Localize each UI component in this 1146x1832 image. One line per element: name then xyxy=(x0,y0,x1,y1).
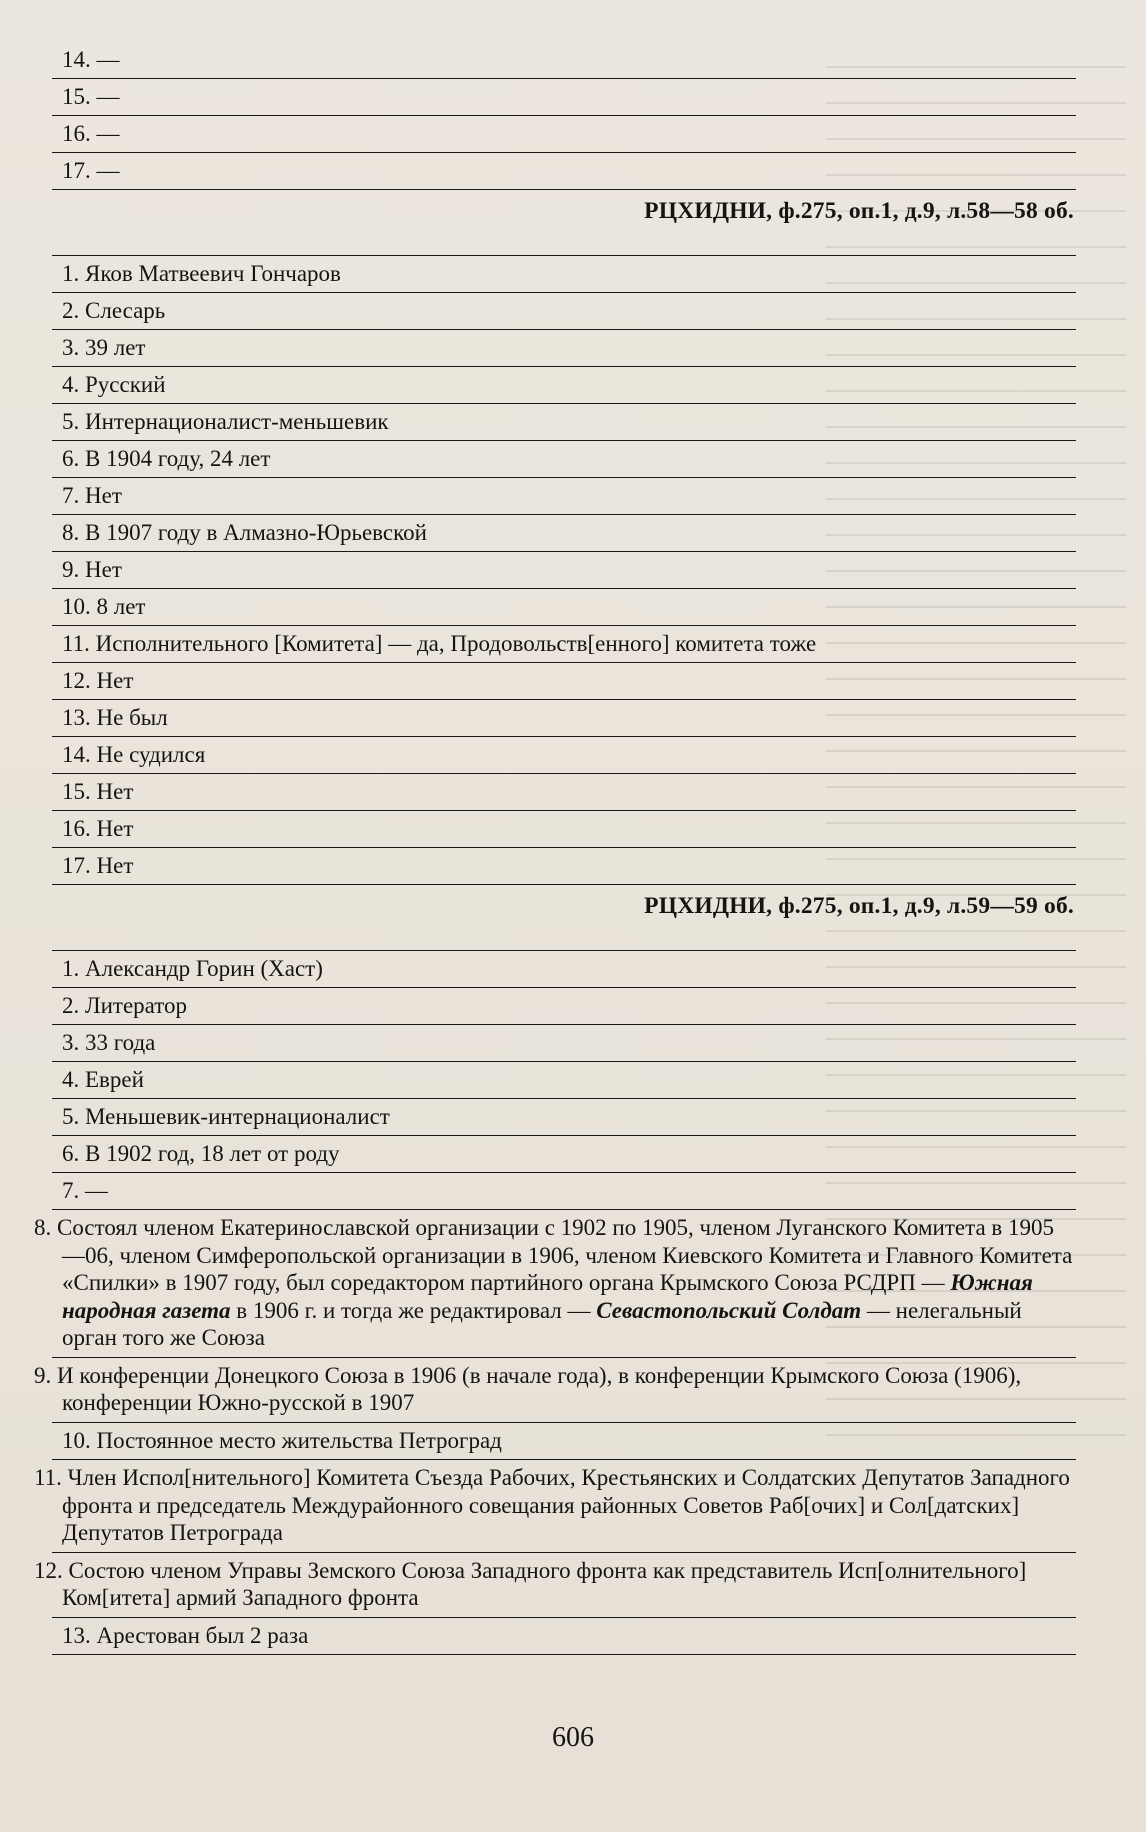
answer-row: 9. Нет xyxy=(52,552,1076,589)
answer-row: 11. Исполнительного [Комитета] — да, Продовольств[енного] комитета тоже xyxy=(52,626,1076,663)
answer-row: 1. Яков Матвеевич Гончаров xyxy=(52,255,1076,293)
answer-row: 10. 8 лет xyxy=(52,589,1076,626)
answer-row: 15. Нет xyxy=(52,774,1076,811)
answer-row: 7. Нет xyxy=(52,478,1076,515)
answer-row: 1. Александр Горин (Хаст) xyxy=(52,950,1076,988)
answer-row: 17. Нет xyxy=(52,848,1076,885)
answer-row: 6. В 1904 году, 24 лет xyxy=(52,441,1076,478)
answer-row: 4. Русский xyxy=(52,367,1076,404)
answer-row: 15. — xyxy=(52,79,1076,116)
answer-row-membership xyxy=(34,1210,1076,1358)
membership-text-1: 8. Состоял членом Екатеринославской организации с 1902 по 1905, членом Луганского Комитета в 1905—06, членом Симферопольской организации в 1906, членом Киевского Комитета и Главного Комитета «Спилки» в 1907 году, был соредактором партийного органа Крымского Союза РСДРП — xyxy=(34,1215,1073,1295)
page-number: 606 xyxy=(552,1722,594,1753)
answer-row: 17. — xyxy=(52,153,1076,190)
answer-row: 3. 39 лет xyxy=(52,330,1076,367)
membership-text-3: — нелегальный орган того же Союза xyxy=(62,1297,1022,1350)
membership-text-2: в 1906 г. и тогда же редактировал — xyxy=(230,1297,597,1323)
questionnaire-section-3 xyxy=(34,950,1076,1655)
answer-row: 3. 33 года xyxy=(52,1025,1076,1062)
answer-row-committee: 11. Член Испол[нительного] Комитета Съезда Рабочих, Крестьянских и Солдатских Депутатов Западного фронта и председатель Междурайонного совещания районных Советов Раб[очих] и Сол[датских] Депутатов Петрограда xyxy=(52,1460,1076,1553)
answer-row: 12. Нет xyxy=(52,663,1076,700)
answer-row: 4. Еврей xyxy=(52,1062,1076,1099)
questionnaire-section-1 xyxy=(52,42,1076,255)
answer-row: 8. В 1907 году в Алмазно-Юрьевской xyxy=(52,515,1076,552)
answer-row: 2. Литератор xyxy=(52,988,1076,1025)
answer-row: 5. Интернационалист-меньшевик xyxy=(52,404,1076,441)
answer-row: 5. Меньшевик-интернационалист xyxy=(52,1099,1076,1136)
newspaper-title-1: Южная народная газета xyxy=(62,1270,1033,1323)
answer-row-arrests: 13. Арестован был 2 раза xyxy=(52,1618,1076,1656)
archive-reference: РЦХИДНИ, ф.275, оп.1, д.9, л.58—58 об. xyxy=(644,198,1074,224)
answer-row: 16. Нет xyxy=(52,811,1076,848)
answer-row-conferences: 9. И конференции Донецкого Союза в 1906 (в начале года), в конференции Крымского Союза (1906), конференции Южно-русской в 1907 xyxy=(52,1358,1076,1423)
answer-row: 7. — xyxy=(52,1173,1076,1210)
answer-row: 13. Не был xyxy=(52,700,1076,737)
answer-row: 14. Не судился xyxy=(52,737,1076,774)
answer-row: 14. — xyxy=(52,42,1076,79)
answer-row: 16. — xyxy=(52,116,1076,153)
answer-row-zemstvo: 12. Состою членом Управы Земского Союза Западного фронта как представитель Исп[олнительного] Ком[итета] армий Западного фронта xyxy=(52,1553,1076,1618)
answer-row-residence: 10. Постоянное место жительства Петроград xyxy=(52,1423,1076,1461)
answer-row: 6. В 1902 год, 18 лет от роду xyxy=(52,1136,1076,1173)
archive-reference: РЦХИДНИ, ф.275, оп.1, д.9, л.59—59 об. xyxy=(644,893,1074,919)
newspaper-title-2: Севастопольский Солдат xyxy=(596,1297,862,1323)
answer-row: 2. Слесарь xyxy=(52,293,1076,330)
questionnaire-section-2 xyxy=(52,255,1076,950)
